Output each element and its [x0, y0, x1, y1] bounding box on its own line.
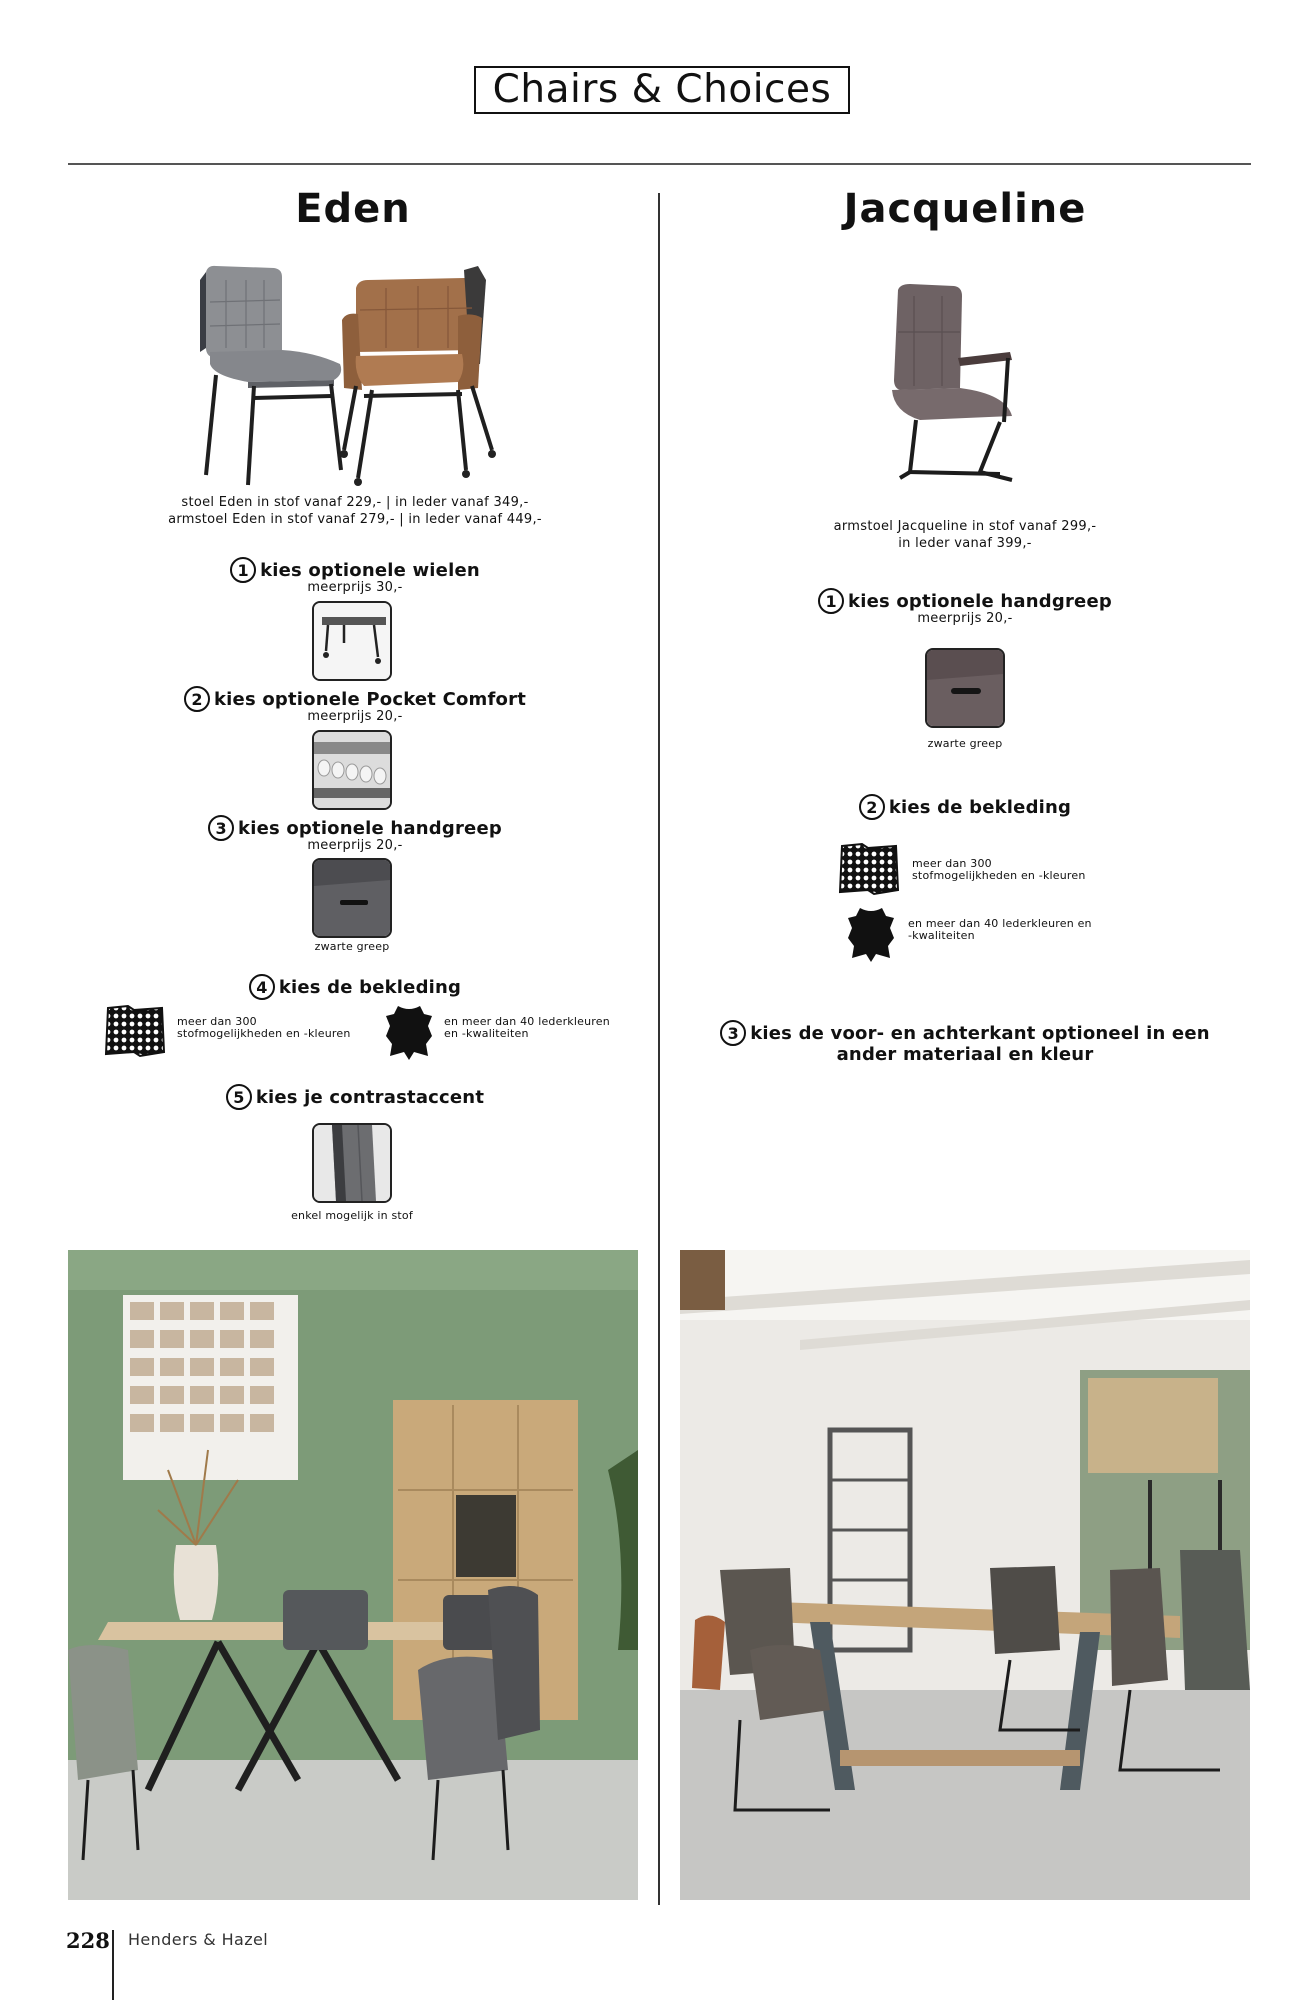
eden-wheels-thumbnail	[312, 601, 392, 681]
pocket-springs-image	[314, 732, 390, 808]
fabric-icon	[104, 1004, 166, 1058]
step-number: 1	[818, 588, 844, 614]
eden-step-4	[180, 974, 530, 1000]
eden-dining-room-photo	[68, 1250, 638, 1900]
jacqueline-dining-room-photo	[680, 1250, 1250, 1900]
eden-step-1-price: meerprijs 30,-	[307, 580, 403, 595]
brand-name: Henders & Hazel	[128, 1930, 269, 1949]
step-label: kies de bekleding	[278, 976, 462, 998]
jacqueline-step-1-price: meerprijs 20,-	[917, 611, 1013, 626]
jacqueline-leather-note	[908, 918, 1128, 942]
jacqueline-step-3	[727, 1020, 1210, 1046]
fabric-note-line-1: meer dan 300	[912, 857, 992, 870]
step-label: kies optionele Pocket Comfort	[214, 688, 526, 710]
leather-note-line-1: en meer dan 40 lederkleuren	[444, 1015, 610, 1028]
eden-pocket-comfort-thumbnail	[312, 730, 392, 810]
step-number: 5	[226, 1084, 252, 1110]
step-number: 1	[230, 557, 256, 583]
jacqueline-handle-caption: zwarte greep	[927, 737, 1003, 750]
column-divider	[658, 193, 660, 1905]
fabric-note-line-1: meer dan 300	[177, 1015, 257, 1028]
leather-note-line-1: en meer dan 40 lederkleuren en	[908, 917, 1092, 930]
page-title: Chairs & Choices	[474, 66, 850, 114]
jacqueline-price-line-1: armstoel Jacqueline in stof vanaf 299,-	[833, 519, 1097, 534]
eden-chairs-photo	[196, 240, 526, 490]
header-divider	[68, 163, 1251, 165]
eden-step-3-price: meerprijs 20,-	[307, 838, 403, 853]
step-number: 2	[859, 794, 885, 820]
jacqueline-handle-thumbnail	[925, 648, 1005, 728]
footer-divider	[112, 1930, 114, 2000]
step-label: kies optionele handgreep	[238, 817, 502, 839]
jacqueline-step-3-label-2: ander materiaal en kleur	[836, 1044, 1094, 1065]
leather-icon	[384, 1004, 434, 1060]
step-number: 3	[208, 815, 234, 841]
step-number: 3	[720, 1020, 746, 1046]
handle-image	[314, 860, 390, 936]
leather-note-line-2: en -kwaliteiten	[444, 1027, 529, 1040]
eden-step-2-price: meerprijs 20,-	[307, 709, 403, 724]
leather-note-line-2: -kwaliteiten	[908, 929, 975, 942]
fabric-note-line-2: stofmogelijkheden en -kleuren	[177, 1027, 351, 1040]
page-number: 228	[66, 1928, 110, 1953]
step-label: kies de voor- en achterkant optioneel in een	[750, 1022, 1210, 1044]
step-number: 2	[184, 686, 210, 712]
eden-title: Eden	[295, 186, 411, 232]
fabric-note-line-2: stofmogelijkheden en -kleuren	[912, 869, 1086, 882]
eden-brown-armchair	[340, 266, 496, 486]
handle-image	[927, 650, 1003, 726]
eden-handle-caption: zwarte greep	[314, 940, 390, 953]
eden-contrast-caption: enkel mogelijk in stof	[291, 1209, 413, 1222]
contrast-accent-image	[314, 1125, 390, 1201]
jacqueline-fabric-note	[912, 858, 1132, 882]
eden-fabric-note	[177, 1016, 377, 1040]
step-number: 4	[249, 974, 275, 1000]
eden-contrast-accent-thumbnail	[312, 1123, 392, 1203]
step-label: kies de bekleding	[888, 796, 1072, 818]
eden-leather-note	[444, 1016, 644, 1040]
jacqueline-price-line-2: in leder vanaf 399,-	[898, 536, 1032, 551]
eden-grey-chair	[200, 266, 341, 485]
jacqueline-step-2	[790, 794, 1140, 820]
step-label: kies je contrastaccent	[255, 1086, 485, 1108]
step-label: kies optionele handgreep	[848, 590, 1112, 612]
eden-step-5	[180, 1084, 530, 1110]
fabric-icon	[838, 842, 900, 896]
jacqueline-title: Jacqueline	[843, 186, 1087, 232]
eden-handle-thumbnail	[312, 858, 392, 938]
leather-icon	[846, 906, 896, 962]
wheels-image	[314, 603, 390, 679]
eden-price-line-2: armstoel Eden in stof vanaf 279,- | in leder vanaf 449,-	[168, 512, 542, 527]
step-label: kies optionele wielen	[260, 559, 480, 581]
jacqueline-chair-photo	[880, 282, 1030, 488]
eden-price-line-1: stoel Eden in stof vanaf 229,- | in leder vanaf 349,-	[181, 495, 529, 510]
